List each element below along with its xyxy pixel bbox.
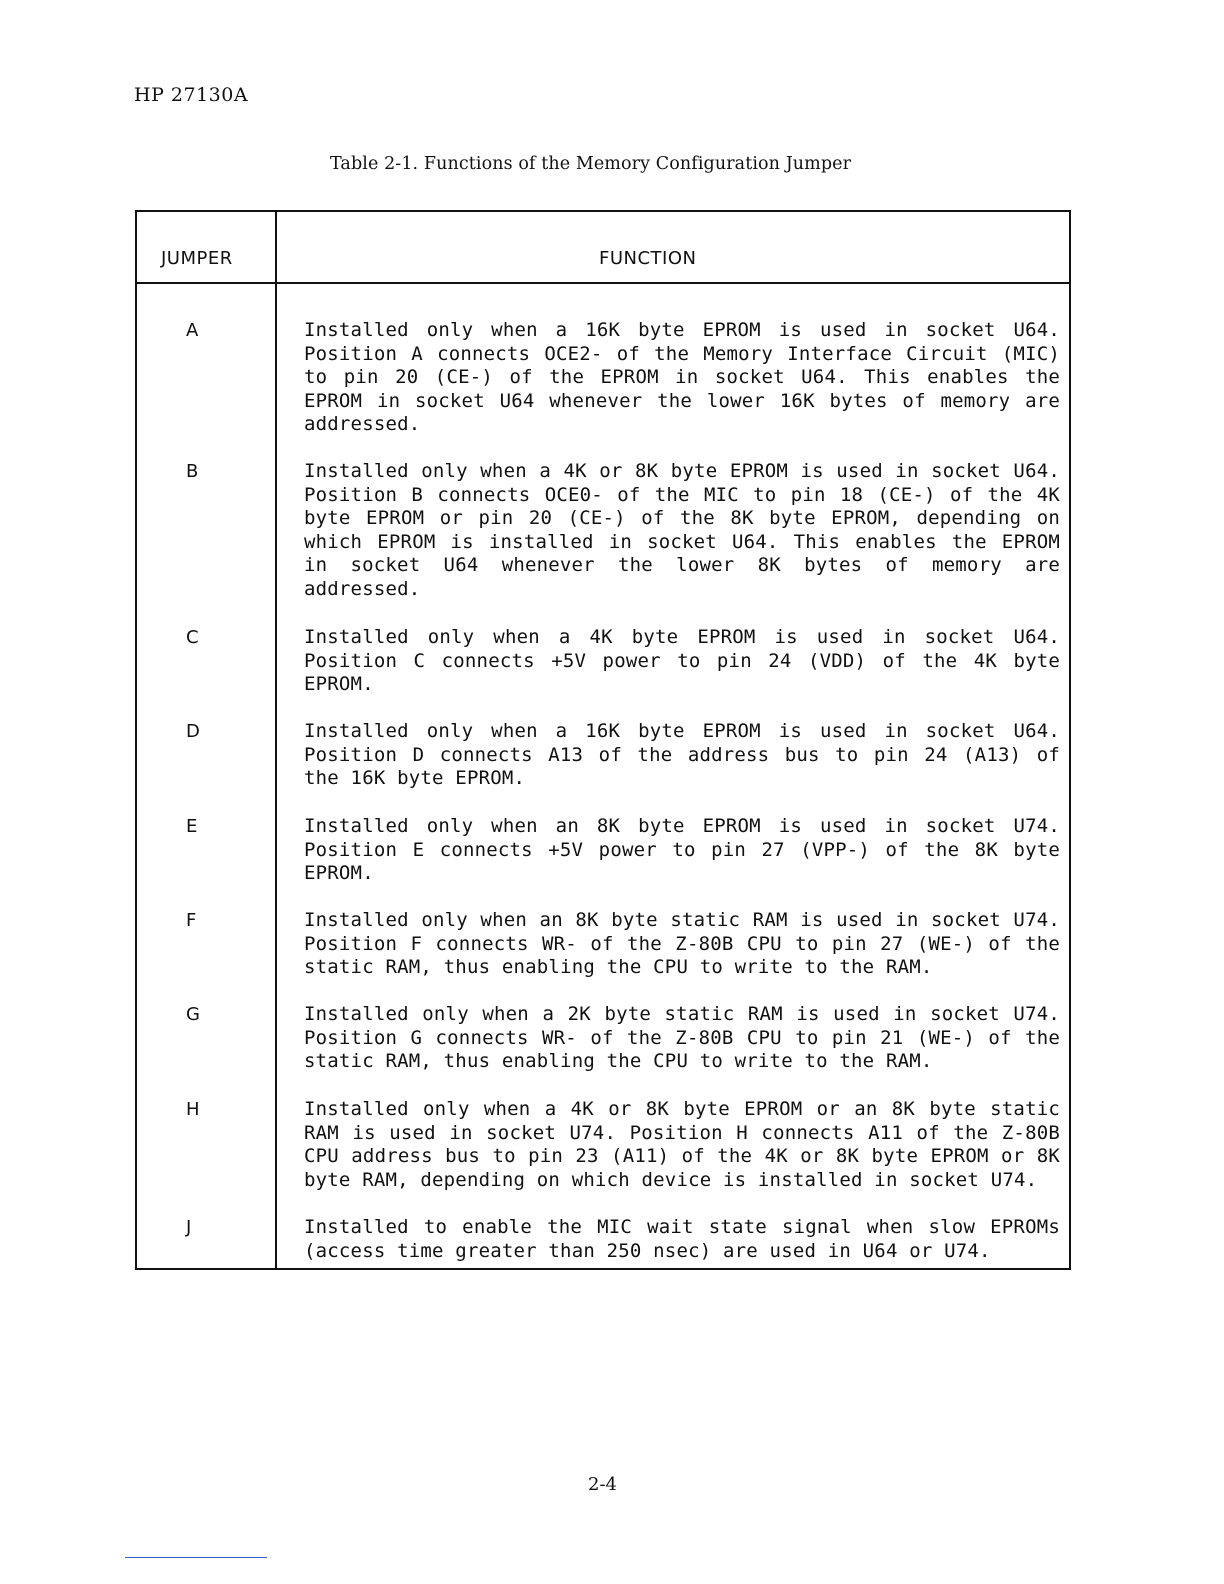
jumper-function: Installed to enable the MIC wait state signal when slow EPROMs (access time greater than 250 nsec) are used in U64 or U74. xyxy=(304,1216,1060,1262)
edge-rule xyxy=(125,1557,267,1558)
jumper-function: Installed only when a 2K byte static RAM is used in socket U74. Position G connects WR- of the Z-80B CPU to pin 21 (WE-) of the static RAM, thus enabling the CPU to write to the RAM. xyxy=(304,1003,1060,1073)
jumper-function: Installed only when a 4K or 8K byte EPROM or an 8K byte static RAM is used in socket U74. Position H connects A11 of the Z-80B CPU address bus to pin 23 (A11) of the 4K or 8K byte EPROM or 8K byte RAM, depending on which device is installed in socket U74. xyxy=(304,1098,1060,1191)
jumper-function: Installed only when a 16K byte EPROM is used in socket U64. Position D connects A13 of the address bus to pin 24 (A13) of the 16K byte EPROM. xyxy=(304,720,1060,790)
jumper-function: Installed only when an 8K byte EPROM is used in socket U74. Position E connects +5V power to pin 27 (VPP-) of the 8K byte EPROM. xyxy=(304,815,1060,885)
jumper-label: J xyxy=(186,1217,192,1238)
page-number: 2-4 xyxy=(588,1474,617,1495)
table-caption: Table 2-1. Functions of the Memory Configuration Jumper xyxy=(330,154,852,174)
jumper-function: Installed only when a 4K byte EPROM is used in socket U64. Position C connects +5V power to pin 24 (VDD) of the 4K byte EPROM. xyxy=(304,626,1060,696)
jumper-label: A xyxy=(186,320,199,341)
column-header-jumper: JUMPER xyxy=(161,248,233,269)
jumper-function: Installed only when an 8K byte static RAM is used in socket U74. Position F connects WR- of the Z-80B CPU to pin 27 (WE-) of the static RAM, thus enabling the CPU to write to the RAM. xyxy=(304,909,1060,979)
document-id: HP 27130A xyxy=(134,84,249,106)
jumper-label: H xyxy=(186,1099,200,1120)
jumper-function: Installed only when a 4K or 8K byte EPROM is used in socket U64. Position B connects OCE0- of the MIC to pin 18 (CE-) of the 4K byte EPROM or pin 20 (CE-) of the 8K byte EPROM, depending on which EPROM is installed in socket U64. This enables the EPROM in socket U64 whenever the lower 8K bytes of memory are addressed. xyxy=(304,460,1060,600)
header-rule xyxy=(137,282,1069,284)
jumper-label: D xyxy=(186,721,200,742)
column-divider xyxy=(275,212,277,1268)
column-header-function: FUNCTION xyxy=(599,248,697,269)
jumper-label: F xyxy=(186,910,197,931)
jumper-function: Installed only when a 16K byte EPROM is used in socket U64. Position A connects OCE2- of the Memory Interface Circuit (MIC) to pin 20 (CE-) of the EPROM in socket U64. This enables the EPROM in socket U64 whenever the lower 16K bytes of memory are addressed. xyxy=(304,319,1060,436)
jumper-label: C xyxy=(186,627,199,648)
jumper-table xyxy=(135,210,1071,1270)
jumper-label: B xyxy=(186,461,199,482)
jumper-label: E xyxy=(186,816,198,837)
jumper-label: G xyxy=(186,1004,200,1025)
